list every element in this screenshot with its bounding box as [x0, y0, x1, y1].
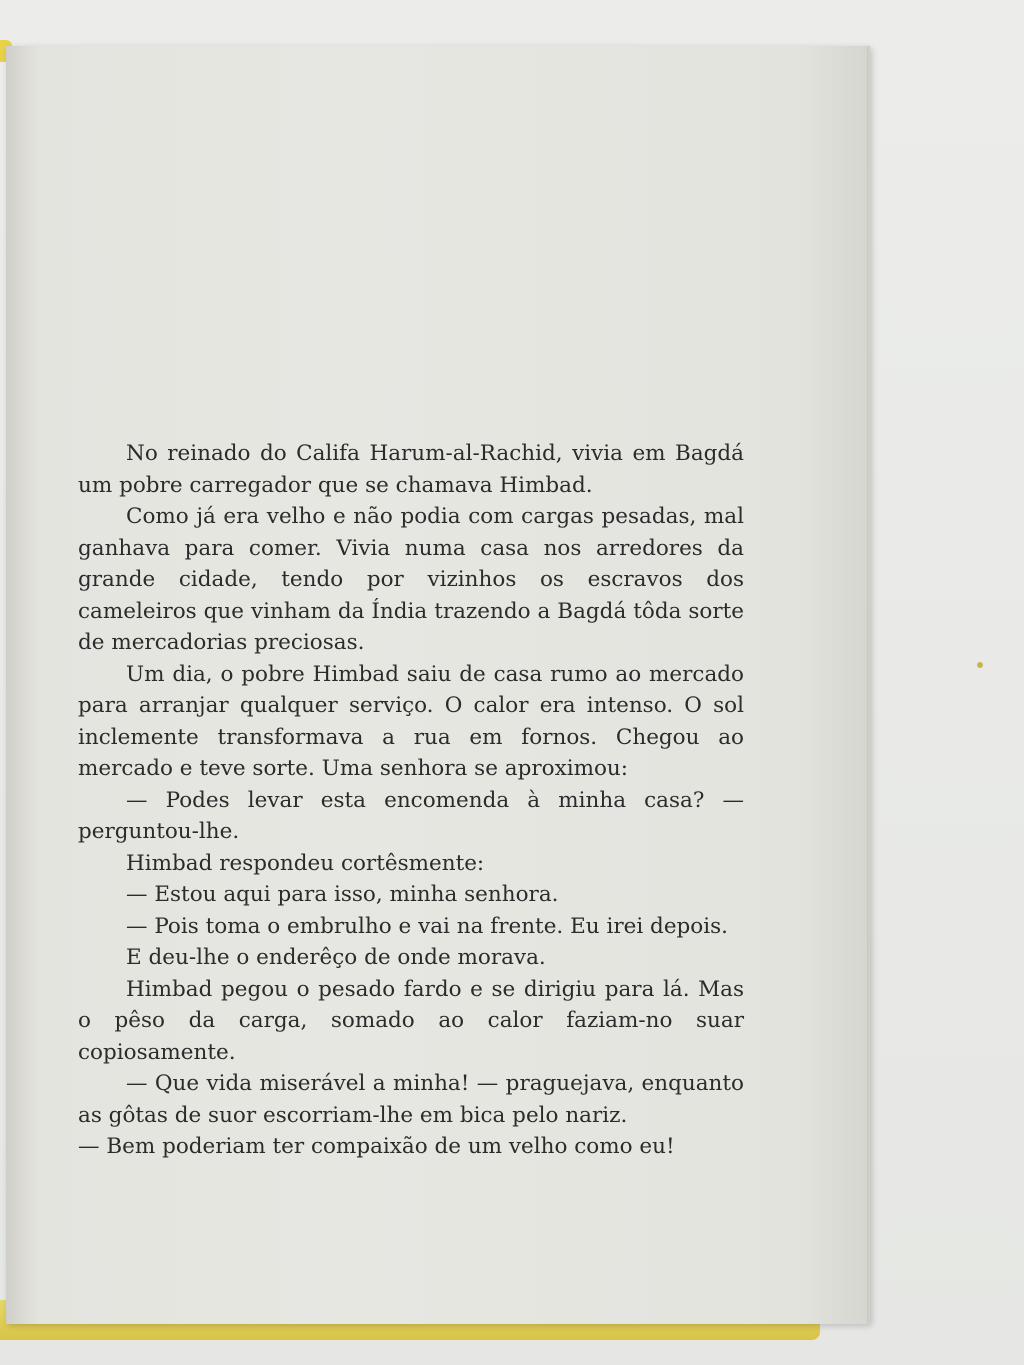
yellow-speck [977, 662, 983, 668]
page-binding-shadow [6, 46, 40, 1324]
paragraph: No reinado do Califa Harum-al-Rachid, vivia em Bagdá um pobre carregador que se chamava Himbad. [78, 441, 744, 498]
paragraph: E deu-lhe o enderêço de onde morava. [126, 945, 546, 970]
dialogue-line: — Que vida miserável a minha! — praguejava, enquanto as gôtas de suor escorriam-lhe em bica pelo nariz. [78, 1071, 744, 1128]
dialogue-line: — Podes levar esta encomenda à minha casa? — perguntou-lhe. [78, 787, 744, 844]
dialogue-line: — Pois toma o embrulho e vai na frente. Eu irei depois. [126, 913, 728, 939]
paragraph: Como já era velho e não podia com cargas pesadas, mal ganhava para comer. Vivia numa casa nos arredores da grande cidade, tendo por vizinhos os escravos dos cameleiros que vinham da Índia trazendo a Bagdá tôda sorte de mercadorias preciosas. [78, 504, 744, 655]
story-text [78, 438, 744, 1163]
paragraph: Himbad pegou o pesado fardo e se dirigiu para lá. Mas o pêso da carga, somado ao calor faziam-no suar copiosamente. [78, 976, 744, 1065]
book-page [6, 46, 870, 1324]
paragraph: Himbad respondeu cortêsmente: [126, 850, 485, 876]
dialogue-line: — Estou aqui para isso, minha senhora. [126, 882, 559, 907]
dialogue-line: — Bem poderiam ter compaixão de um velho como eu! [78, 1134, 675, 1159]
paragraph: Um dia, o pobre Himbad saiu de casa rumo ao mercado para arranjar qualquer serviço. O calor era intenso. O sol inclemente transformava a rua em fornos. Chegou ao mercado e teve sorte. Uma senhora se aproximou: [78, 661, 744, 781]
